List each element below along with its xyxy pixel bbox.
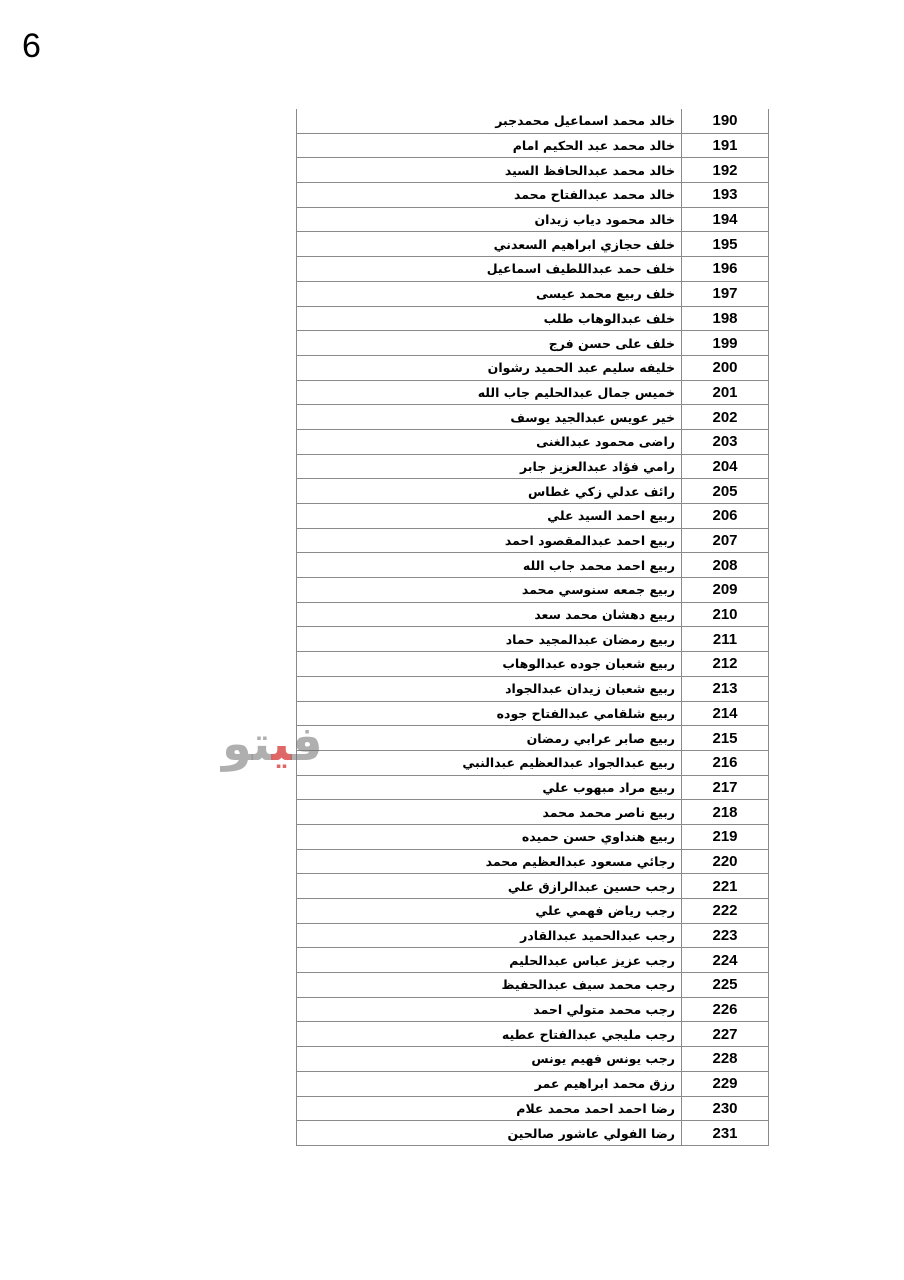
table-row (297, 257, 769, 282)
row-number-cell: 226 (682, 997, 769, 1022)
row-name-cell: ربيع شعبان جوده عبدالوهاب (297, 652, 682, 677)
row-number-cell: 191 (682, 133, 769, 158)
row-name-cell: ربيع هنداوي حسن حميده (297, 824, 682, 849)
row-name-cell: خلف حمد عبداللطيف اسماعيل (297, 257, 682, 282)
row-name-cell: ربيع ناصر محمد محمد (297, 800, 682, 825)
table-row (297, 1022, 769, 1047)
row-name-cell: ربيع شعبان زيدان عبدالجواد (297, 676, 682, 701)
row-name-cell: رجب محمد متولي احمد (297, 997, 682, 1022)
table-row (297, 109, 769, 133)
row-number-cell: 211 (682, 627, 769, 652)
row-number-cell: 223 (682, 923, 769, 948)
row-name-cell: خالد محمد عبدالحافظ السيد (297, 158, 682, 183)
row-name-cell: رامي فؤاد عبدالعزيز جابر (297, 454, 682, 479)
table-row (297, 528, 769, 553)
table-row (297, 133, 769, 158)
row-number-cell: 230 (682, 1096, 769, 1121)
row-name-cell: رجب يونس فهيم يونس (297, 1047, 682, 1072)
row-number-cell: 205 (682, 479, 769, 504)
row-name-cell: ربيع احمد محمد جاب الله (297, 553, 682, 578)
table-row (297, 750, 769, 775)
row-name-cell: ربيع دهشان محمد سعد (297, 602, 682, 627)
row-name-cell: خالد محمد عبدالفتاح محمد (297, 183, 682, 208)
row-number-cell: 197 (682, 281, 769, 306)
row-name-cell: خالد محمد اسماعيل محمدجبر (297, 109, 682, 133)
table-row (297, 158, 769, 183)
row-name-cell: رجب مليجي عبدالفتاح عطيه (297, 1022, 682, 1047)
table-row (297, 355, 769, 380)
watermark-text: فيتو (222, 716, 323, 772)
row-number-cell: 220 (682, 849, 769, 874)
table-row (297, 775, 769, 800)
row-number-cell: 216 (682, 750, 769, 775)
table-row (297, 454, 769, 479)
table-row (297, 923, 769, 948)
table-row (297, 1121, 769, 1146)
row-name-cell: خميس جمال عبدالحليم جاب الله (297, 380, 682, 405)
row-name-cell: رجب حسين عبدالرازق علي (297, 874, 682, 899)
table-row (297, 429, 769, 454)
row-number-cell: 192 (682, 158, 769, 183)
table-row (297, 281, 769, 306)
row-number-cell: 217 (682, 775, 769, 800)
row-number-cell: 218 (682, 800, 769, 825)
watermark-logo (222, 716, 323, 772)
table-row (297, 504, 769, 529)
row-name-cell: ربيع عبدالجواد عبدالعظيم عبدالنبي (297, 750, 682, 775)
row-number-cell: 214 (682, 701, 769, 726)
row-name-cell: رجب عزيز عباس عبدالحليم (297, 948, 682, 973)
table-row (297, 973, 769, 998)
row-name-cell: ربيع صابر عرابي رمضان (297, 726, 682, 751)
row-name-cell: رضا احمد احمد محمد علام (297, 1096, 682, 1121)
table-row (297, 824, 769, 849)
row-name-cell: ربيع شلقامي عبدالفتاح جوده (297, 701, 682, 726)
table-row (297, 578, 769, 603)
row-name-cell: ربيع جمعه سنوسي محمد (297, 578, 682, 603)
table-row (297, 602, 769, 627)
row-number-cell: 204 (682, 454, 769, 479)
table-row (297, 948, 769, 973)
row-name-cell: ربيع مراد مبهوب علي (297, 775, 682, 800)
row-name-cell: خير عويس عبدالجيد يوسف (297, 405, 682, 430)
row-number-cell: 200 (682, 355, 769, 380)
row-number-cell: 203 (682, 429, 769, 454)
row-name-cell: ربيع رمضان عبدالمجيد حماد (297, 627, 682, 652)
row-number-cell: 201 (682, 380, 769, 405)
row-name-cell: رجب محمد سيف عبدالحفيظ (297, 973, 682, 998)
table-row (297, 331, 769, 356)
table-row (297, 1096, 769, 1121)
row-name-cell: خلف حجازي ابراهيم السعدني (297, 232, 682, 257)
row-number-cell: 221 (682, 874, 769, 899)
row-name-cell: رجب عبدالحميد عبدالقادر (297, 923, 682, 948)
row-number-cell: 193 (682, 183, 769, 208)
table-row (297, 183, 769, 208)
row-number-cell: 199 (682, 331, 769, 356)
row-name-cell: خلف على حسن فرج (297, 331, 682, 356)
row-number-cell: 206 (682, 504, 769, 529)
page-number: 6 (22, 27, 41, 65)
table-row (297, 874, 769, 899)
table-row (297, 800, 769, 825)
row-number-cell: 228 (682, 1047, 769, 1072)
row-number-cell: 227 (682, 1022, 769, 1047)
row-number-cell: 194 (682, 207, 769, 232)
row-name-cell: راضى محمود عبدالغنى (297, 429, 682, 454)
row-number-cell: 196 (682, 257, 769, 282)
row-number-cell: 209 (682, 578, 769, 603)
row-name-cell: خالد محمود دياب زيدان (297, 207, 682, 232)
row-name-cell: خالد محمد عبد الحكيم امام (297, 133, 682, 158)
row-number-cell: 207 (682, 528, 769, 553)
row-number-cell: 225 (682, 973, 769, 998)
row-name-cell: رزق محمد ابراهيم عمر (297, 1071, 682, 1096)
row-number-cell: 213 (682, 676, 769, 701)
row-name-cell: رائف عدلي زكي غطاس (297, 479, 682, 504)
table-row (297, 553, 769, 578)
row-number-cell: 231 (682, 1121, 769, 1146)
table-row (297, 207, 769, 232)
table-row (297, 1071, 769, 1096)
row-name-cell: ربيع احمد عبدالمقصود احمد (297, 528, 682, 553)
row-number-cell: 198 (682, 306, 769, 331)
table-row (297, 899, 769, 924)
row-name-cell: رجائي مسعود عبدالعظيم محمد (297, 849, 682, 874)
names-table (296, 109, 769, 1146)
table-row (297, 676, 769, 701)
row-number-cell: 222 (682, 899, 769, 924)
row-number-cell: 212 (682, 652, 769, 677)
table-row (297, 380, 769, 405)
row-number-cell: 190 (682, 109, 769, 133)
row-number-cell: 215 (682, 726, 769, 751)
row-number-cell: 210 (682, 602, 769, 627)
row-number-cell: 208 (682, 553, 769, 578)
names-table-body (297, 109, 769, 1145)
row-name-cell: رجب رياض فهمي علي (297, 899, 682, 924)
table-row (297, 701, 769, 726)
row-number-cell: 202 (682, 405, 769, 430)
row-name-cell: خلف ربيع محمد عيسى (297, 281, 682, 306)
table-row (297, 627, 769, 652)
row-name-cell: رضا الفولي عاشور صالحين (297, 1121, 682, 1146)
row-name-cell: ربيع احمد السيد علي (297, 504, 682, 529)
row-number-cell: 219 (682, 824, 769, 849)
table-row (297, 997, 769, 1022)
row-number-cell: 229 (682, 1071, 769, 1096)
table-row (297, 405, 769, 430)
table-row (297, 479, 769, 504)
table-row (297, 652, 769, 677)
table-row (297, 849, 769, 874)
row-name-cell: خلف عبدالوهاب طلب (297, 306, 682, 331)
table-row (297, 232, 769, 257)
table-row (297, 306, 769, 331)
row-number-cell: 195 (682, 232, 769, 257)
table-row (297, 1047, 769, 1072)
table-row (297, 726, 769, 751)
row-name-cell: خليفه سليم عبد الحميد رشوان (297, 355, 682, 380)
row-number-cell: 224 (682, 948, 769, 973)
